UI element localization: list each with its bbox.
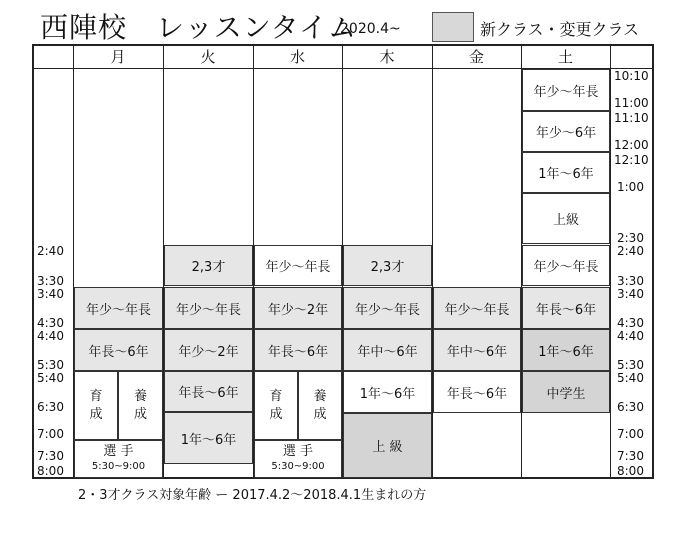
class-cell-new: 年少～年長: [343, 287, 432, 329]
time-label: 10:10: [614, 69, 649, 83]
column-divider: [432, 45, 433, 478]
time-label: 2:40: [617, 244, 644, 258]
class-cell: 年長～6年: [433, 371, 521, 413]
time-label: 7:30: [37, 449, 64, 463]
effective-date: 2020.4~: [340, 21, 401, 37]
class-cell: 年少～年長: [522, 245, 610, 286]
class-cell-senshu: [254, 440, 342, 478]
class-cell-new: 年中～6年: [433, 329, 521, 371]
time-label: 5:30: [617, 358, 644, 372]
time-label: 12:10: [614, 153, 649, 167]
class-cell-new: 年長～6年: [254, 329, 342, 371]
class-cell-yousei: 養 成: [298, 371, 342, 440]
class-cell: 年少～年長: [522, 69, 610, 111]
class-cell-senshu: [74, 440, 163, 478]
class-cell-yousei: 養 成: [118, 371, 163, 440]
time-label: 11:00: [614, 96, 649, 110]
day-header-wed: 水: [289, 48, 305, 66]
class-cell-new: 1年～6年: [164, 412, 253, 464]
time-label: 5:30: [37, 358, 64, 372]
class-cell-new: 年少～年長: [164, 287, 253, 329]
time-label: 8:00: [617, 464, 644, 478]
class-cell-new: 年少～年長: [74, 287, 163, 329]
time-label: 3:30: [617, 274, 644, 288]
time-label: 6:30: [37, 400, 64, 414]
class-cell-new: 2,3才: [164, 245, 253, 286]
class-cell: 年少～年長: [254, 245, 342, 286]
senshu-time: 5:30~9:00: [271, 461, 325, 472]
day-header-mon: 月: [110, 48, 126, 66]
class-cell-ikusei: 育 成: [254, 371, 298, 440]
legend-swatch: [432, 12, 474, 42]
time-label: 4:40: [617, 329, 644, 343]
time-label: 11:10: [614, 111, 649, 125]
time-label: 12:00: [614, 138, 649, 152]
time-label: 2:30: [617, 231, 644, 245]
time-label: 7:00: [617, 427, 644, 441]
time-label: 3:40: [37, 287, 64, 301]
time-label: 2:40: [37, 244, 64, 258]
time-label: 4:40: [37, 329, 64, 343]
class-cell-new: 年少～年長: [433, 287, 521, 329]
class-cell-new: 年長～6年: [164, 371, 253, 412]
time-label: 5:40: [37, 371, 64, 385]
day-header-thu: 木: [379, 48, 395, 66]
page-title: 西陣校 レッスンタイム: [40, 11, 358, 44]
class-cell-new: 年長～6年: [522, 287, 610, 329]
class-cell-ikusei: 育 成: [74, 371, 118, 440]
footnote: 2・3才クラス対象年齢 ー 2017.4.2～2018.4.1生まれの方: [78, 488, 427, 503]
day-header-tue: 火: [200, 48, 216, 66]
time-label: 4:30: [37, 316, 64, 330]
class-cell: 1年～6年: [343, 371, 432, 413]
class-cell: 1年～6年: [522, 152, 610, 193]
senshu-time: 5:30~9:00: [91, 461, 146, 472]
class-cell-new: 1年～6年: [522, 329, 610, 371]
day-header-fri: 金: [468, 48, 484, 66]
time-label: 6:30: [617, 400, 644, 414]
class-cell-new: 上 級: [343, 413, 432, 478]
time-label: 1:00: [617, 180, 644, 194]
class-cell-new: 年少～2年: [164, 329, 253, 371]
class-cell-new: 2,3才: [343, 245, 432, 286]
legend-label: 新クラス・変更クラス: [480, 20, 640, 39]
class-cell-new: 年少～2年: [254, 287, 342, 329]
time-label: 5:40: [617, 371, 644, 385]
day-header-sat: 土: [557, 48, 573, 66]
class-cell-new: 中学生: [522, 371, 610, 413]
class-cell-new: 年中～6年: [343, 329, 432, 371]
time-label: 7:30: [617, 449, 644, 463]
column-divider: [610, 45, 611, 478]
class-cell: 年少～6年: [522, 111, 610, 152]
time-label: 3:30: [37, 274, 64, 288]
senshu-label: 選 手: [282, 444, 314, 459]
time-label: 3:40: [617, 287, 644, 301]
time-label: 8:00: [37, 464, 64, 478]
time-label: 7:00: [37, 427, 64, 441]
class-cell-new: 年長～6年: [74, 329, 163, 371]
senshu-label: 選 手: [103, 444, 134, 459]
class-cell: 上級: [522, 193, 610, 244]
time-label: 4:30: [617, 316, 644, 330]
